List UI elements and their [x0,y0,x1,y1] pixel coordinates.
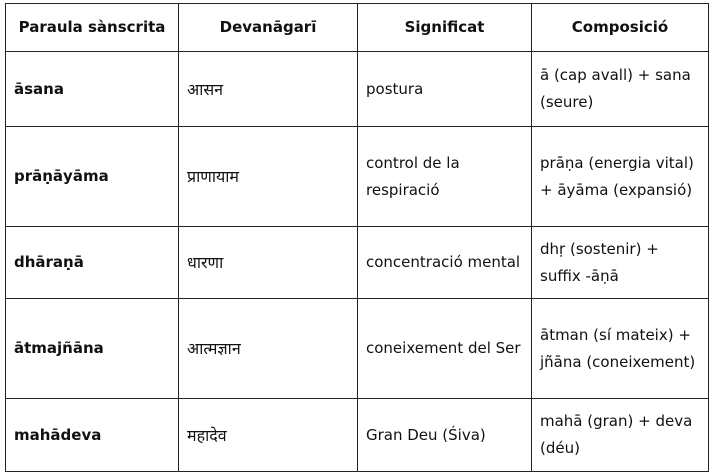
meaning-cell: coneixement del Ser [358,299,532,399]
meaning-cell: Gran Deu (Śiva) [358,399,532,472]
table-row [6,299,709,399]
table-row [6,399,709,472]
sanskrit-glossary-table [5,3,709,472]
column-header-composition: Composició [532,4,709,52]
composition-cell: ā (cap avall) + sana (seure) [532,52,709,127]
composition-cell: ātman (sí mateix) + jñāna (coneixement) [532,299,709,399]
devanagari-cell: प्राणायाम [179,127,358,227]
devanagari-cell: आत्मज्ञान [179,299,358,399]
meaning-cell: control de la respiració [358,127,532,227]
composition-cell: prāṇa (energia vital) + āyāma (expansió) [532,127,709,227]
sanskrit-word-cell: dhāraṇā [6,227,179,299]
table-row [6,127,709,227]
devanagari-cell: महादेव [179,399,358,472]
table-row [6,227,709,299]
table-header-row [6,4,709,52]
sanskrit-word-cell: prāṇāyāma [6,127,179,227]
column-header-devanagari: Devanāgarī [179,4,358,52]
column-header-word: Paraula sànscrita [6,4,179,52]
devanagari-cell: धारणा [179,227,358,299]
sanskrit-word-cell: mahādeva [6,399,179,472]
meaning-cell: concentració mental [358,227,532,299]
sanskrit-word-cell: ātmajñāna [6,299,179,399]
sanskrit-word-cell: āsana [6,52,179,127]
meaning-cell: postura [358,52,532,127]
composition-cell: dhṛ (sostenir) + suffix -āṇā [532,227,709,299]
table-row [6,52,709,127]
devanagari-cell: आसन [179,52,358,127]
column-header-meaning: Significat [358,4,532,52]
composition-cell: mahā (gran) + deva (déu) [532,399,709,472]
